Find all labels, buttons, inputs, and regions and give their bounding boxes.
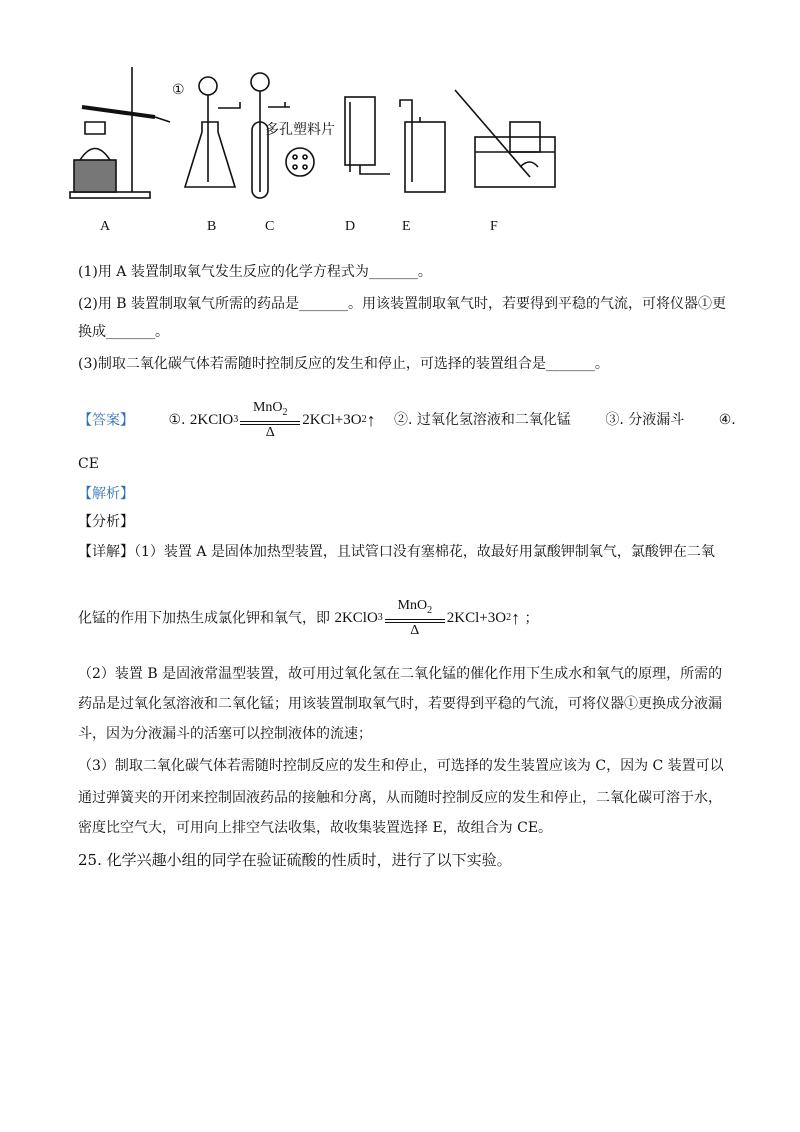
label-a: A [100,219,111,234]
label-f: F [490,219,498,234]
detail-1a: 【详解】（1）装置 A 是固体加热型装置，且试管口没有塞棉花，故最好用氯酸钾制氧气，氯酸钾在二氧 [78,544,715,560]
analysis-tag: 【解析】 [78,486,134,502]
detail-3c: 密度比空气大，可用向上排空气法收集，故收集装置选择 E，故组合为 CE。 [78,820,553,836]
detail-1b-line: 化锰的作用下加热生成氯化钾和氧气，即 2KClO 3 $\frac{MnO_2}{\Delta}$ 2KCl+3O 2 ↑ ； [78,598,539,638]
answer-n1: ①. [168,412,186,429]
detail-2b: 药品是过氧化氢溶液和二氧化锰；用该装置制取氧气时，若要得到平稳的气流，可将仪器①更换成分液漏 [78,696,722,712]
question-25: 25. 化学兴趣小组的同学在验证硫酸的性质时，进行了以下实验。 [78,851,512,869]
apparatus-e [400,100,445,192]
detail-3b: 通过弹簧夹的开闭来控制固液药品的接触和分离，从而随时控制反应的发生和停止，二氧化碳可溶于水， [78,790,722,806]
answer-equation: 2KClO 3 $\frac{MnO_2}{\Delta}$ 2KCl+3O 2 ↑ [189,400,376,440]
answer-n4-value: CE [78,456,99,472]
apparatus-d [345,97,390,174]
question-3: (3)制取二氧化碳气体若需随时控制反应的发生和停止，可选择的装置组合是_______。 [78,356,609,372]
answer-tag: 【答案】 [78,412,134,429]
detail-2a: （2）装置 B 是固液常温型装置，故可用过氧化氢在二氧化锰的催化作用下生成水和氧气的原理，所需的 [78,666,723,682]
question-2a: (2)用 B 装置制取氧气所需的药品是_______。用该装置制取氧气时，若要得到平稳的气流，可将仪器①更 [78,296,727,312]
label-d: D [345,219,356,234]
answer-n4: ④. [718,412,736,429]
question-1: (1)用 A 装置制取氧气发生反应的化学方程式为_______。 [78,264,432,280]
detail-3a: （3）制取二氧化碳气体若需随时控制反应的发生和停止，可选择的发生装置应该为 C，因为 C 装置可以 [78,758,724,774]
answer-line [78,400,736,441]
detail-2c: 斗，因为分液漏斗的活塞可以控制液体的流速； [78,726,372,742]
circle-label: ① [172,83,185,98]
label-b: B [207,219,217,234]
apparatus-a [70,67,170,198]
analysis-fenxi: 【分析】 [78,514,134,530]
detail-equation: 2KClO 3 $\frac{MnO_2}{\Delta}$ 2KCl+3O 2 ↑ [334,598,521,638]
answer-n3: ③. 分液漏斗 [605,412,685,429]
answer-n2: ②. 过氧化氢溶液和二氧化锰 [394,412,571,429]
plate-label: 多孔塑料片 [265,123,335,138]
apparatus-b [185,77,240,187]
label-e: E [402,219,411,234]
question-2b: 换成_______。 [78,324,169,340]
apparatus-f [455,90,555,187]
apparatus-figure [60,62,580,252]
label-c: C [265,219,275,234]
